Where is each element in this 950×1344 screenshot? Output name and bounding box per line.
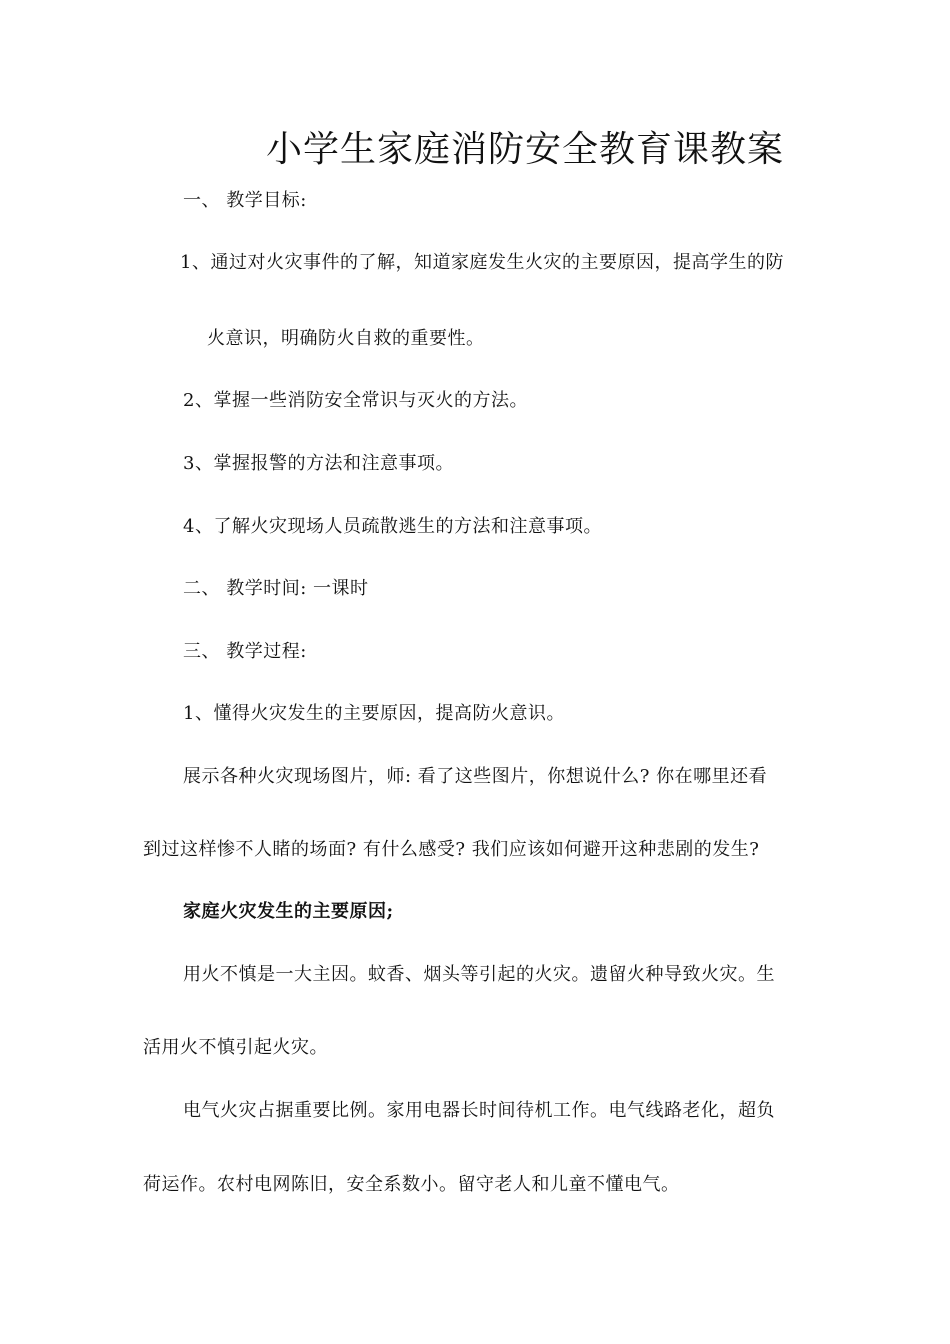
goal-3: 3、掌握报警的方法和注意事项。 bbox=[183, 453, 454, 474]
paragraph-2-line-2: 活用火不慎引起火灾。 bbox=[143, 1037, 328, 1058]
section-heading-process: 三、 教学过程: bbox=[183, 641, 307, 662]
goal-1-line-2: 火意识，明确防火自救的重要性。 bbox=[207, 328, 485, 349]
goal-1-line-1: 1、通过对火灾事件的了解，知道家庭发生火灾的主要原因，提高学生的防 bbox=[180, 252, 784, 273]
paragraph-3-line-2: 荷运作。农村电网陈旧，安全系数小。留守老人和儿童不懂电气。 bbox=[143, 1174, 680, 1195]
goal-4: 4、了解火灾现场人员疏散逃生的方法和注意事项。 bbox=[183, 516, 602, 537]
bold-subheading: 家庭火灾发生的主要原因; bbox=[183, 901, 394, 922]
step-1: 1、懂得火灾发生的主要原因，提高防火意识。 bbox=[183, 703, 565, 724]
paragraph-1-line-1: 展示各种火灾现场图片，师: 看了这些图片，你想说什么? 你在哪里还看 bbox=[183, 766, 768, 787]
section-heading-time: 二、 教学时间: 一课时 bbox=[183, 578, 369, 599]
paragraph-2-line-1: 用火不慎是一大主因。蚊香、烟头等引起的火灾。遗留火种导致火灾。生 bbox=[183, 964, 775, 985]
section-heading-goals: 一、 教学目标: bbox=[183, 190, 307, 211]
paragraph-3-line-1: 电气火灾占据重要比例。家用电器长时间待机工作。电气线路老化，超负 bbox=[183, 1100, 775, 1121]
goal-2: 2、掌握一些消防安全常识与灭火的方法。 bbox=[183, 390, 528, 411]
paragraph-1-line-2: 到过这样惨不人睹的场面? 有什么感受? 我们应该如何避开这种悲剧的发生? bbox=[143, 839, 760, 860]
document-title: 小学生家庭消防安全教育课教案 bbox=[266, 129, 785, 170]
